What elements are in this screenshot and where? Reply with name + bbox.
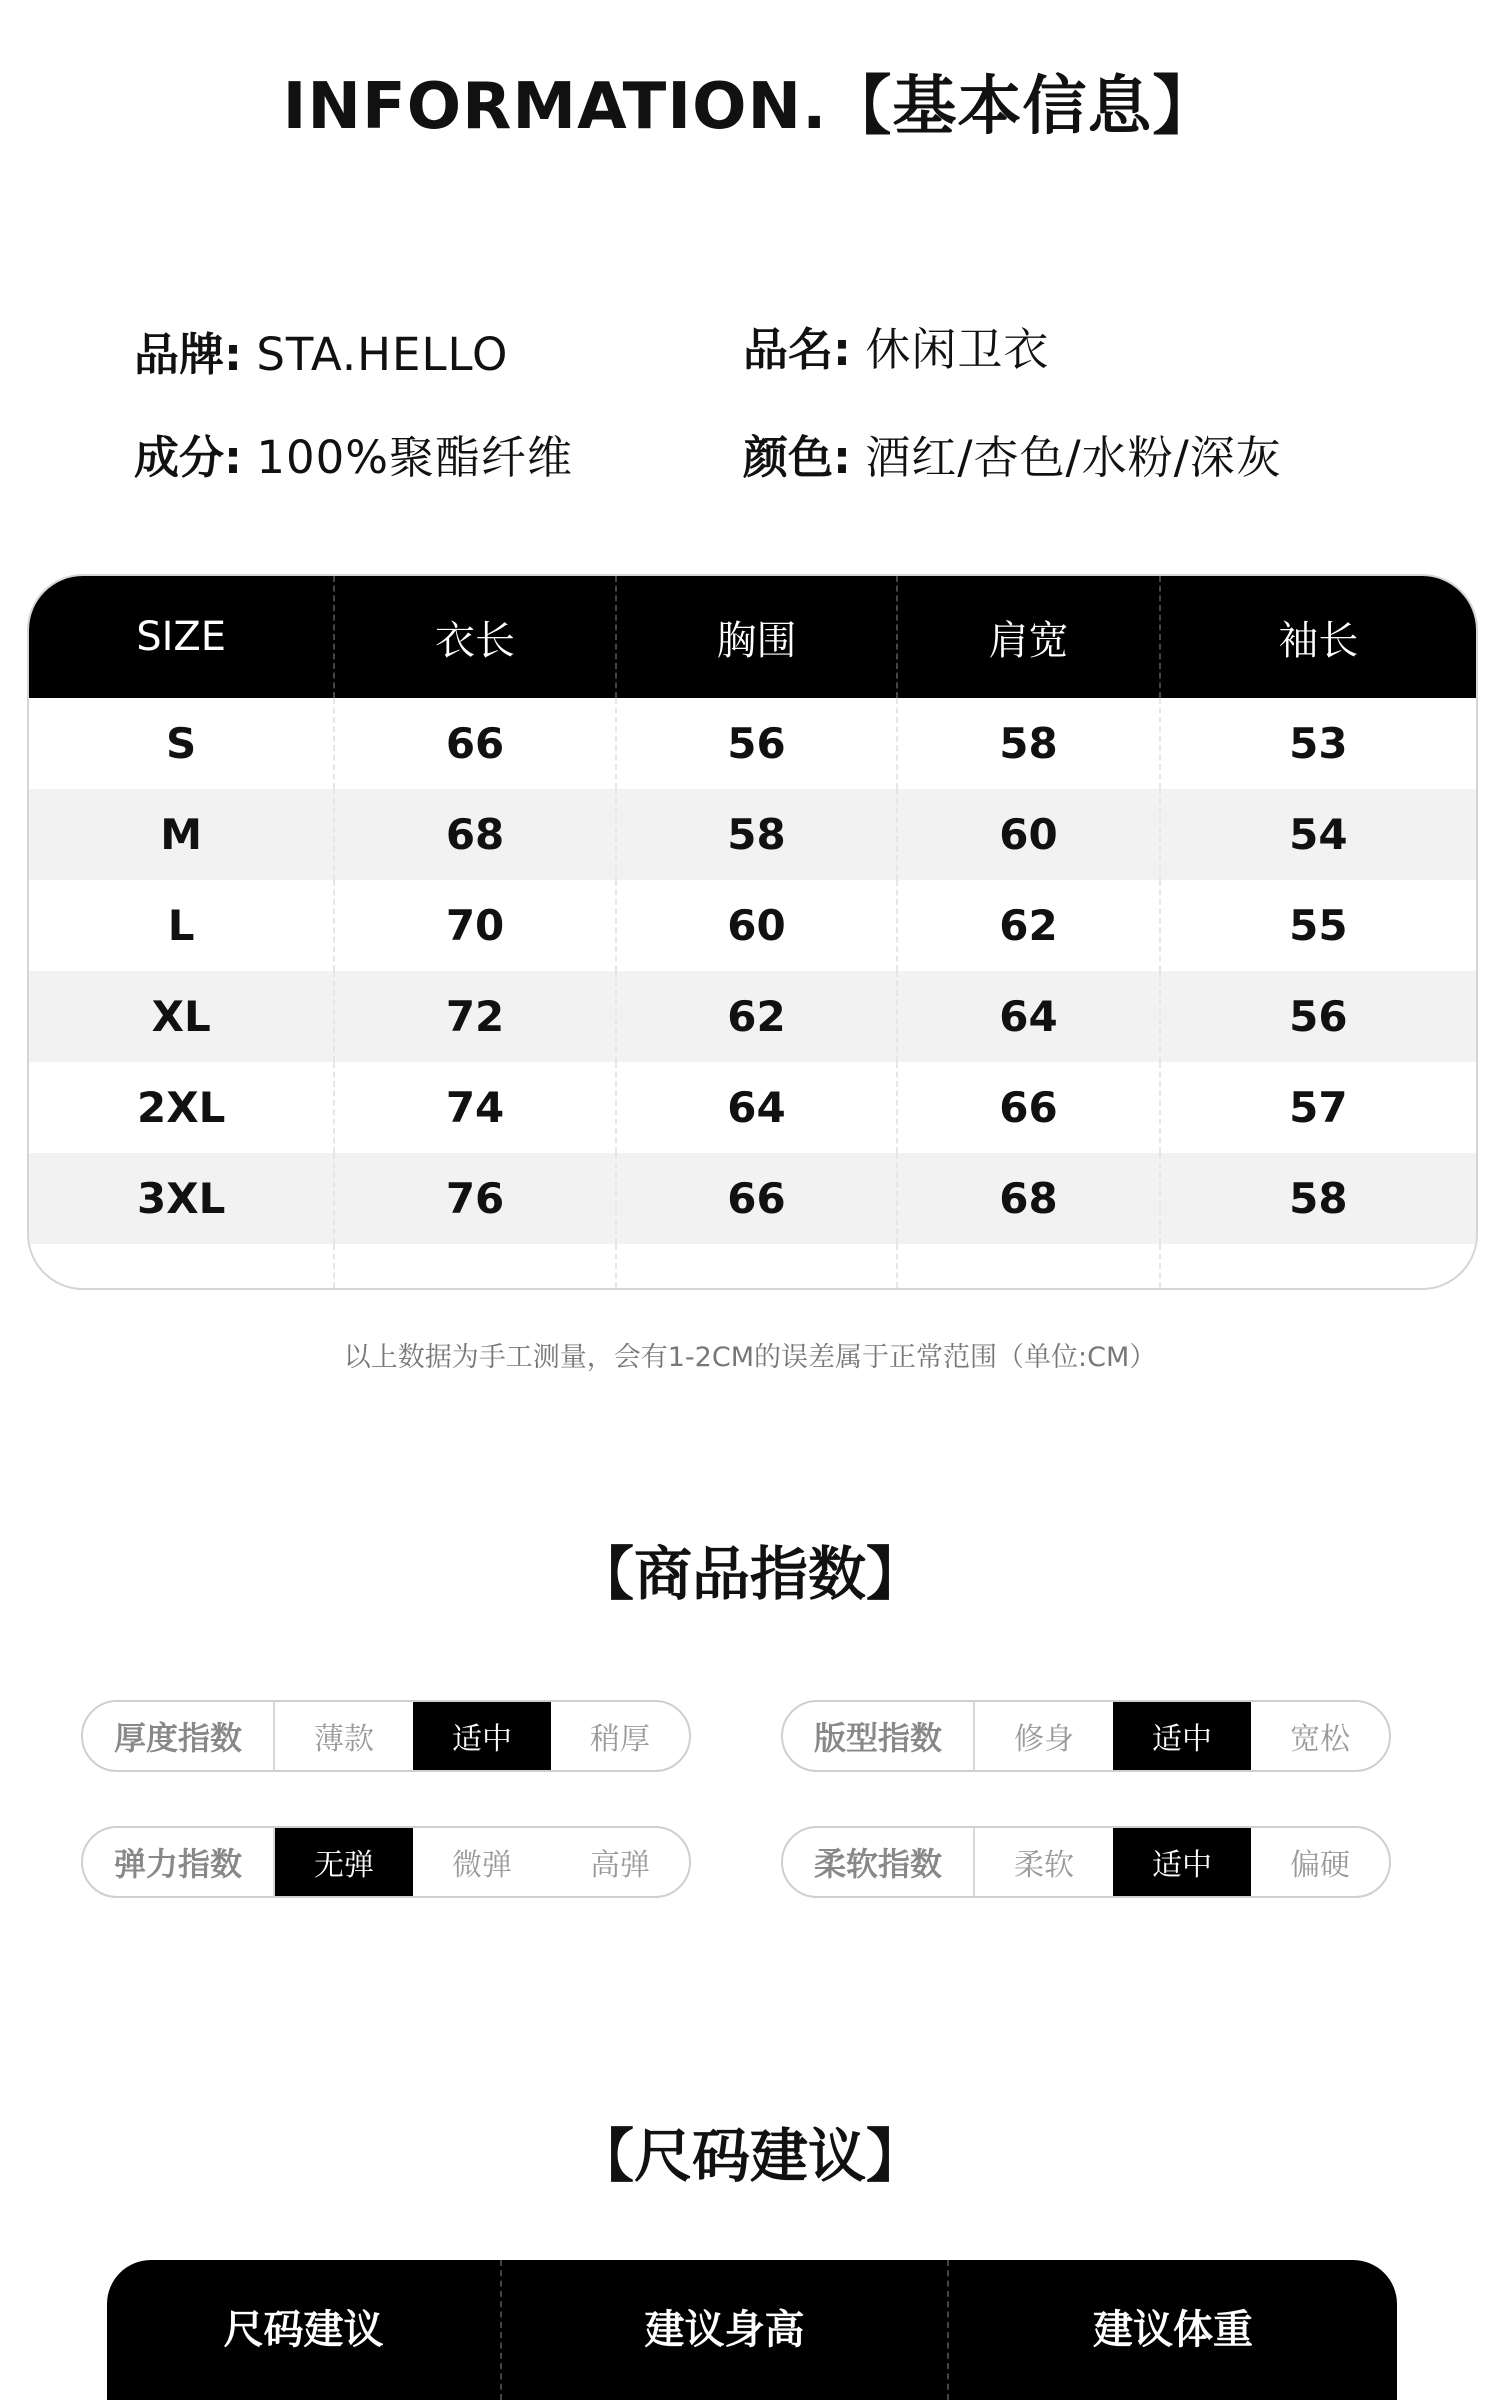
length-cell: 72: [335, 971, 616, 1062]
size-cell: L: [29, 880, 335, 971]
thickness-option-thick[interactable]: 稍厚: [590, 1722, 650, 1757]
fit-option-regular[interactable]: 适中: [1113, 1702, 1251, 1770]
header-shoulder: 肩宽: [898, 576, 1161, 698]
shoulder-cell: 62: [898, 880, 1161, 971]
length-cell: 68: [335, 789, 616, 880]
thickness-index: [81, 1700, 691, 1772]
size-cell: XL: [29, 971, 335, 1062]
material-row: [134, 428, 573, 488]
sleeve-cell: 54: [1289, 810, 1348, 859]
size-advice-table-header: [107, 2260, 1397, 2400]
advice-header-size: 尺码建议: [107, 2260, 502, 2400]
shoulder-cell: 60: [898, 789, 1161, 880]
material-value: 100%聚酯纤维: [256, 431, 573, 484]
color-label: 颜色:: [743, 431, 851, 484]
chest-cell: 62: [617, 971, 898, 1062]
table-row: [29, 698, 1476, 789]
table-row: [29, 1153, 1476, 1244]
softness-option-soft[interactable]: 柔软: [1014, 1848, 1074, 1883]
elasticity-option-none[interactable]: 无弹: [275, 1828, 413, 1896]
length-cell: 74: [335, 1062, 616, 1153]
sleeve-cell: 58: [1289, 1174, 1348, 1223]
page-title: [0, 62, 1500, 152]
elasticity-index-label: 弹力指数: [83, 1828, 275, 1896]
measurement-note: 以上数据为手工测量，会有1-2CM的误差属于正常范围（单位:CM）: [343, 1342, 1157, 1373]
product-index-title: 【商品指数】: [575, 1540, 924, 1608]
product-name-row: [743, 320, 1049, 380]
shoulder-cell: 68: [898, 1153, 1161, 1244]
product-name-value: 休闲卫衣: [865, 323, 1050, 376]
chest-cell: 66: [617, 1153, 898, 1244]
shoulder-cell: 58: [898, 698, 1161, 789]
size-advice-title: 【尺码建议】: [575, 2122, 924, 2190]
brand-value: STA.HELLO: [256, 328, 509, 381]
fit-option-loose[interactable]: 宽松: [1290, 1722, 1350, 1757]
header-length: 衣长: [335, 576, 616, 698]
size-cell: S: [29, 698, 335, 789]
color-value: 酒红/杏色/水粉/深灰: [865, 431, 1282, 484]
softness-option-hard[interactable]: 偏硬: [1290, 1848, 1350, 1883]
length-cell: 66: [335, 698, 616, 789]
material-label: 成分:: [134, 431, 242, 484]
chest-cell: 58: [617, 789, 898, 880]
header-chest: 胸围: [617, 576, 898, 698]
title-chinese: 【基本信息】: [827, 70, 1218, 144]
softness-index: [781, 1826, 1391, 1898]
size-table: [27, 574, 1478, 1290]
thickness-index-label: 厚度指数: [83, 1702, 275, 1770]
chest-cell: 64: [617, 1062, 898, 1153]
thickness-option-thin[interactable]: 薄款: [314, 1722, 374, 1757]
chest-cell: 60: [617, 880, 898, 971]
table-row: [29, 880, 1476, 971]
fit-option-slim[interactable]: 修身: [1014, 1722, 1074, 1757]
advice-header-height: 建议身高: [502, 2260, 949, 2400]
brand-row: [134, 325, 508, 385]
sleeve-cell: 56: [1289, 992, 1348, 1041]
header-size: SIZE: [29, 576, 335, 698]
table-bottom-padding: [29, 1244, 1476, 1288]
color-row: [743, 428, 1282, 488]
table-row: [29, 789, 1476, 880]
sleeve-cell: 57: [1289, 1083, 1348, 1132]
fit-index-label: 版型指数: [783, 1702, 975, 1770]
sleeve-cell: 53: [1289, 719, 1348, 768]
title-english: INFORMATION.: [282, 70, 828, 144]
length-cell: 70: [335, 880, 616, 971]
size-cell: 3XL: [29, 1153, 335, 1244]
elasticity-index: [81, 1826, 691, 1898]
advice-header-weight: 建议体重: [1093, 2307, 1253, 2353]
shoulder-cell: 64: [898, 971, 1161, 1062]
header-sleeve: 袖长: [1278, 617, 1359, 664]
fit-index: [781, 1700, 1391, 1772]
elasticity-option-high[interactable]: 高弹: [590, 1848, 650, 1883]
product-name-label: 品名:: [743, 323, 851, 376]
size-cell: 2XL: [29, 1062, 335, 1153]
table-row: [29, 1062, 1476, 1153]
length-cell: 76: [335, 1153, 616, 1244]
size-cell: M: [29, 789, 335, 880]
sleeve-cell: 55: [1289, 901, 1348, 950]
softness-option-medium[interactable]: 适中: [1113, 1828, 1251, 1896]
shoulder-cell: 66: [898, 1062, 1161, 1153]
size-table-header: [29, 576, 1476, 698]
table-row: [29, 971, 1476, 1062]
thickness-option-medium[interactable]: 适中: [413, 1702, 551, 1770]
brand-label: 品牌:: [134, 328, 242, 381]
chest-cell: 56: [617, 698, 898, 789]
elasticity-option-slight[interactable]: 微弹: [452, 1848, 512, 1883]
softness-index-label: 柔软指数: [783, 1828, 975, 1896]
